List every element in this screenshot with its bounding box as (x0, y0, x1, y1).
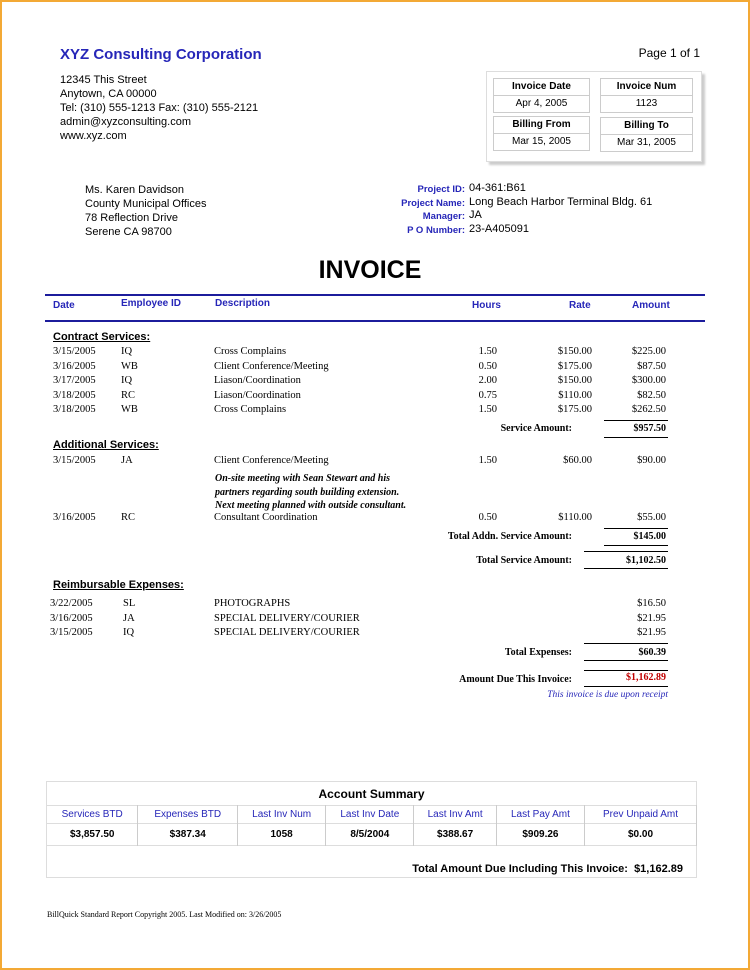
cell: $110.00 (558, 390, 592, 401)
invoice-num: 1123 (600, 95, 693, 113)
cell: $16.50 (637, 598, 666, 609)
billing-from: Mar 15, 2005 (493, 133, 590, 151)
company-address: 12345 This Street Anytown, CA 00000 Tel: (310) 555-1213 Fax: (310) 555-2121 admin@xyzconsulting.com www.xyz.com (60, 74, 259, 142)
summary-header: Last Inv Amt (414, 806, 496, 824)
cell: $300.00 (631, 375, 666, 386)
cell: Consultant Coordination (214, 512, 318, 523)
cell: IQ (121, 375, 133, 386)
summary-header: Last Pay Amt (496, 806, 584, 824)
summary-value: $387.34 (138, 824, 238, 846)
cell: IQ (121, 346, 133, 357)
cell: $175.00 (557, 361, 592, 372)
cell: $175.00 (557, 404, 592, 415)
amount-due-label: Amount Due This Invoice: (459, 674, 572, 685)
rule (584, 686, 668, 687)
project-values: 04-361:B61 Long Beach Harbor Terminal Bldg. 61 JA 23-A405091 (469, 182, 653, 235)
cell: 3/16/2005 (50, 613, 93, 624)
rule (604, 545, 668, 546)
col-employee: Employee ID (121, 298, 182, 309)
summary-value: $0.00 (585, 824, 697, 846)
cell: $21.95 (637, 627, 666, 638)
footer-copyright: BillQuick Standard Report Copyright 2005. Last Modified on: 3/26/2005 (47, 910, 282, 919)
company-name: XYZ Consulting Corporation (60, 46, 262, 63)
cell: WB (121, 404, 138, 415)
service-amount-label: Service Amount: (500, 423, 572, 434)
cell: IQ (123, 627, 135, 638)
billing-from-label: Billing From (493, 116, 590, 134)
due-note: This invoice is due upon receipt (547, 690, 668, 700)
rule (584, 551, 668, 552)
billing-to-label: Billing To (600, 117, 693, 135)
cell: 1.50 (478, 455, 497, 466)
cell: Cross Complains (214, 346, 287, 357)
cell: RC (121, 390, 136, 401)
cell: $87.50 (637, 361, 666, 372)
cell: JA (123, 613, 135, 624)
cell: 1.50 (478, 346, 497, 357)
rule (604, 420, 668, 421)
cell: 0.50 (478, 512, 497, 523)
rule (604, 528, 668, 529)
cell: 2.00 (478, 375, 497, 386)
page-number: Page 1 of 1 (638, 46, 700, 60)
cell: 3/18/2005 (53, 390, 96, 401)
cell: WB (121, 361, 138, 372)
addn-total-label: Total Addn. Service Amount: (447, 531, 572, 542)
cell: JA (121, 455, 133, 466)
cell: $262.50 (631, 404, 666, 415)
cell: $21.95 (637, 613, 666, 624)
cell: 3/16/2005 (53, 512, 96, 523)
summary-total: Total Amount Due Including This Invoice: $1,162.89 (412, 862, 683, 875)
cell: SPECIAL DELIVERY/COURIER (214, 613, 360, 624)
cell: RC (121, 512, 136, 523)
summary-value: 8/5/2004 (326, 824, 414, 846)
rule (584, 643, 668, 644)
cell: SL (123, 598, 136, 609)
header-bottom-rule (45, 320, 705, 322)
cell: $60.00 (563, 455, 592, 466)
cell: Cross Complains (214, 404, 287, 415)
cell: SPECIAL DELIVERY/COURIER (214, 627, 360, 638)
cell: PHOTOGRAPHS (214, 598, 291, 609)
section-contract: Contract Services: (53, 331, 151, 343)
summary-header: Last Inv Num (238, 806, 326, 824)
cell: $150.00 (557, 375, 592, 386)
cell: 3/16/2005 (53, 361, 96, 372)
summary-value: 1058 (238, 824, 326, 846)
total-service-label: Total Service Amount: (476, 555, 572, 566)
summary-header: Prev Unpaid Amt (585, 806, 697, 824)
summary-value: $388.67 (414, 824, 496, 846)
summary-header: Services BTD (47, 806, 138, 824)
invoice-date-label: Invoice Date (493, 78, 590, 96)
summary-value: $3,857.50 (47, 824, 138, 846)
total-service: $1,102.50 (626, 555, 666, 566)
cell: 3/15/2005 (53, 346, 96, 357)
cell: 1.50 (478, 404, 497, 415)
cell: 3/18/2005 (53, 404, 96, 415)
project-labels: Project ID: Project Name: Manager: P O Number: (401, 184, 465, 236)
service-amount: $957.50 (633, 423, 666, 434)
cell: $225.00 (631, 346, 666, 357)
section-additional: Additional Services: (53, 439, 159, 451)
expenses-total-label: Total Expenses: (504, 647, 572, 658)
cell: $110.00 (558, 512, 592, 523)
cell: Client Conference/Meeting (214, 361, 329, 372)
cell: 3/17/2005 (53, 375, 96, 386)
cell: Client Conference/Meeting (214, 455, 329, 466)
cell: 3/15/2005 (50, 627, 93, 638)
cell: $55.00 (637, 512, 666, 523)
rule (604, 437, 668, 438)
invoice-num-label: Invoice Num (600, 78, 693, 96)
rule (584, 568, 668, 569)
account-summary (46, 781, 697, 878)
col-hours: Hours (472, 300, 501, 311)
expenses-total: $60.39 (638, 647, 666, 658)
client-address: Ms. Karen Davidson County Municipal Offices 78 Reflection Drive Serene CA 98700 (85, 184, 207, 238)
cell: 0.50 (478, 361, 497, 372)
addn-total: $145.00 (633, 531, 666, 542)
cell: $90.00 (637, 455, 666, 466)
section-expenses: Reimbursable Expenses: (53, 579, 184, 591)
cell: $82.50 (637, 390, 666, 401)
summary-title: Account Summary (318, 786, 425, 801)
invoice-date: Apr 4, 2005 (493, 95, 590, 113)
rule (584, 670, 668, 671)
summary-value: $909.26 (496, 824, 584, 846)
cell: 0.75 (478, 390, 497, 401)
cell: 3/15/2005 (53, 455, 96, 466)
summary-header: Expenses BTD (138, 806, 238, 824)
billing-to: Mar 31, 2005 (600, 134, 693, 152)
header-top-rule (45, 294, 705, 296)
meeting-note: On-site meeting with Sean Stewart and his partners regarding south building extension. Next meeting planned with outside consultant. (215, 473, 407, 511)
rule (584, 660, 668, 661)
cell: Liason/Coordination (214, 390, 301, 401)
col-description: Description (215, 298, 271, 309)
summary-header: Last Inv Date (326, 806, 414, 824)
col-amount: Amount (632, 300, 670, 311)
cell: Liason/Coordination (214, 375, 301, 386)
cell: 3/22/2005 (50, 598, 93, 609)
cell: $150.00 (557, 346, 592, 357)
invoice-title: INVOICE (318, 256, 422, 284)
col-date: Date (53, 300, 75, 311)
col-rate: Rate (569, 300, 591, 311)
amount-due: $1,162.89 (626, 672, 666, 683)
